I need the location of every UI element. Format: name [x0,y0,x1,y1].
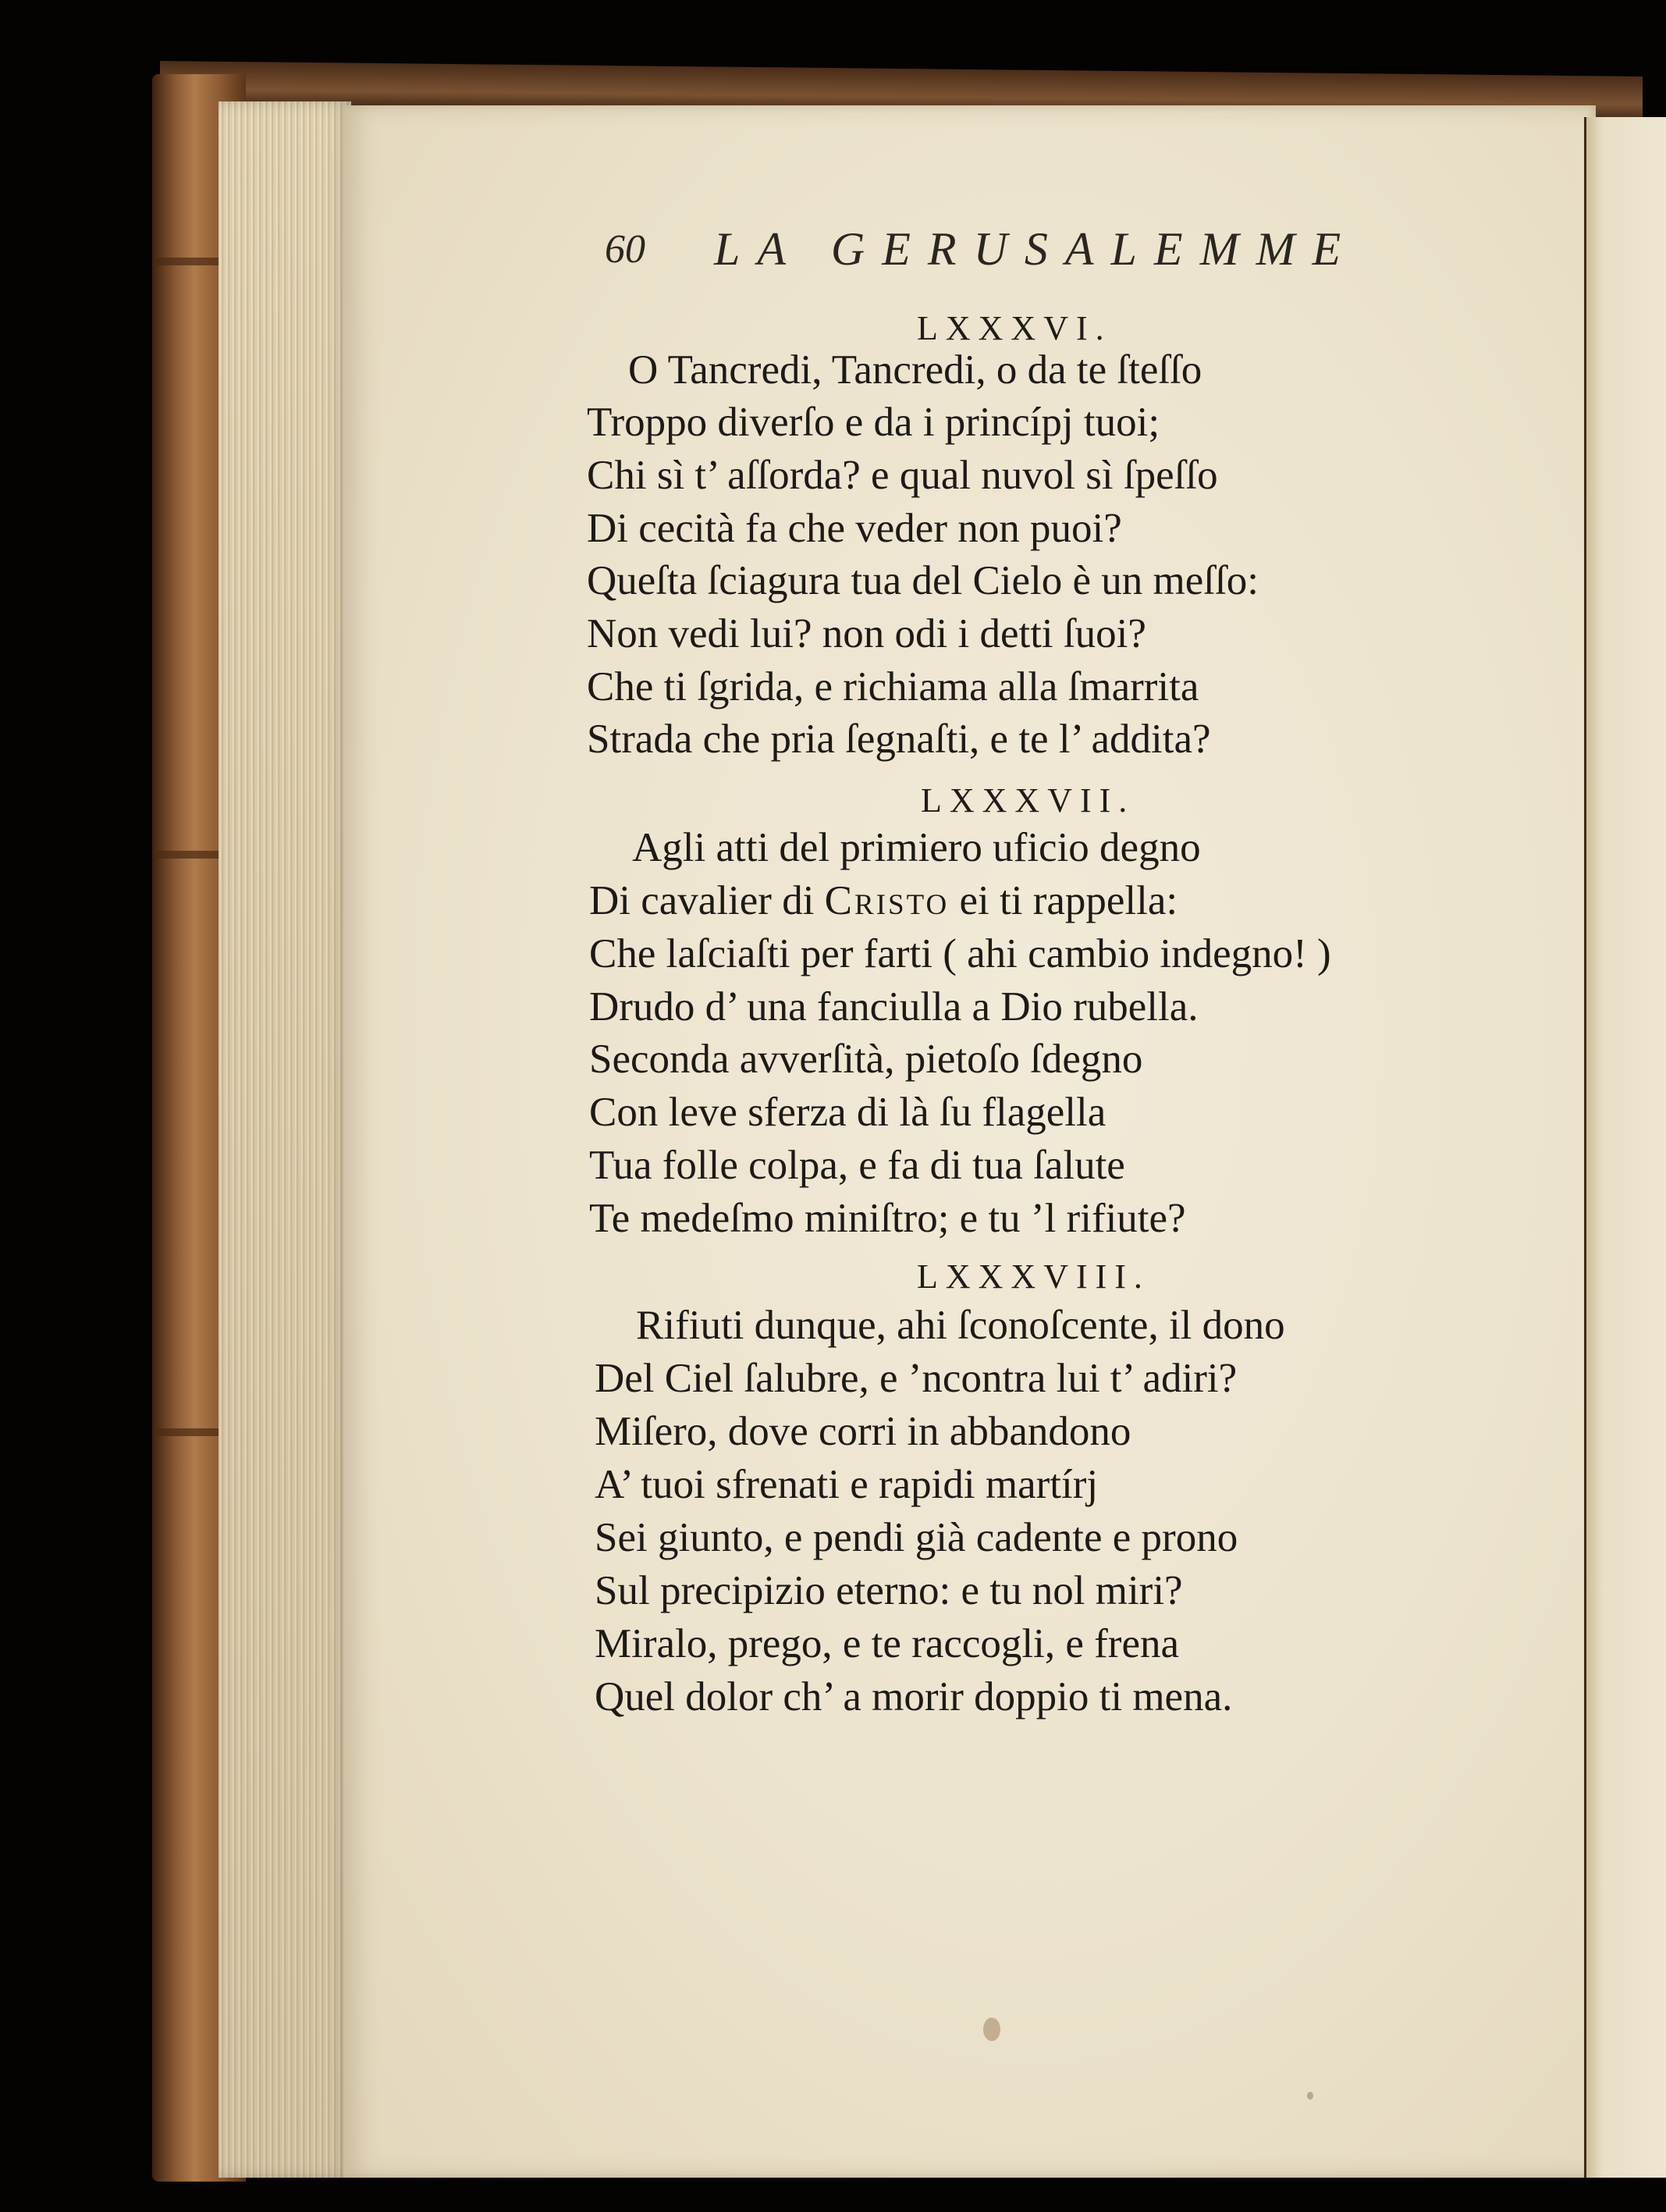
verse-line: Queſta ſciagura tua del Cielo è un meſſo: [587,558,1259,603]
verse-line: Miralo, prego, e te raccogli, e frena [595,1621,1179,1666]
verse-line: Che ti ſgrida, e richiama alla ſmarrita [587,664,1199,709]
stanza-numeral: LXXXVIII. [917,1257,1150,1296]
verse-line: Non vedi lui? non odi i detti ſuoi? [587,611,1146,656]
verse-line: Del Ciel ſalubre, e ’ncontra lui t’ adiri? [595,1356,1238,1401]
next-page-edge [1584,117,1666,2178]
verse-line: O Tancredi, Tancredi, o da te ſteſſo [628,347,1202,393]
verse-line: Agli atti del primiero uficio degno [632,825,1201,870]
verse-line: Sul precipizio eterno: e tu nol miri? [595,1568,1183,1613]
verse-line-text: ei ti rappella: [959,878,1178,923]
verse-line-text: Di cavalier di [589,878,815,923]
verse-line: Di cecità fa che veder non puoi? [587,506,1122,551]
page-number: 60 [605,227,645,272]
foxing-spot [1307,2092,1313,2100]
verse-line: Chi sì t’ aſſorda? e qual nuvol sì ſpeſſo [587,453,1218,498]
verse-line: A’ tuoi sfrenati e rapidi martírj [595,1462,1099,1507]
verse-line: Rifiuti dunque, ahi ſconoſcente, il dono [636,1303,1285,1348]
verse-line: Te medeſmo miniſtro; e tu ’l rifiute? [589,1196,1186,1241]
verse-line: Strada che pria ſegnaſti, e te l’ addita? [587,717,1211,762]
page-edges [218,101,351,2178]
verse-line: Sei giunto, e pendi già cadente e prono [595,1515,1238,1560]
verse-line: Miſero, dove corri in abbandono [595,1409,1131,1454]
verse-line: Con leve sferza di là ſu flagella [589,1090,1107,1135]
stanza-numeral: LXXXVI. [917,309,1112,347]
verse-line: Che laſciaſti per farti ( ahi cambio indegno! ) [589,931,1331,976]
running-title: LA GERUSALEMME [714,223,1359,275]
small-caps-name: Cristo [824,878,950,923]
stanza-numeral: LXXXVII. [921,781,1135,820]
verse-line [589,880,1178,922]
verse-line: Drudo d’ una fanciulla a Dio rubella. [589,984,1199,1030]
verse-line: Troppo diverſo e da i princípj tuoi; [587,400,1160,445]
foxing-spot [983,2018,1000,2041]
verse-line: Quel dolor ch’ a morir doppio ti mena. [595,1674,1233,1719]
verse-line: Seconda avverſità, pietoſo ſdegno [589,1037,1143,1082]
verse-line: Tua folle colpa, e fa di tua ſalute [589,1143,1125,1188]
